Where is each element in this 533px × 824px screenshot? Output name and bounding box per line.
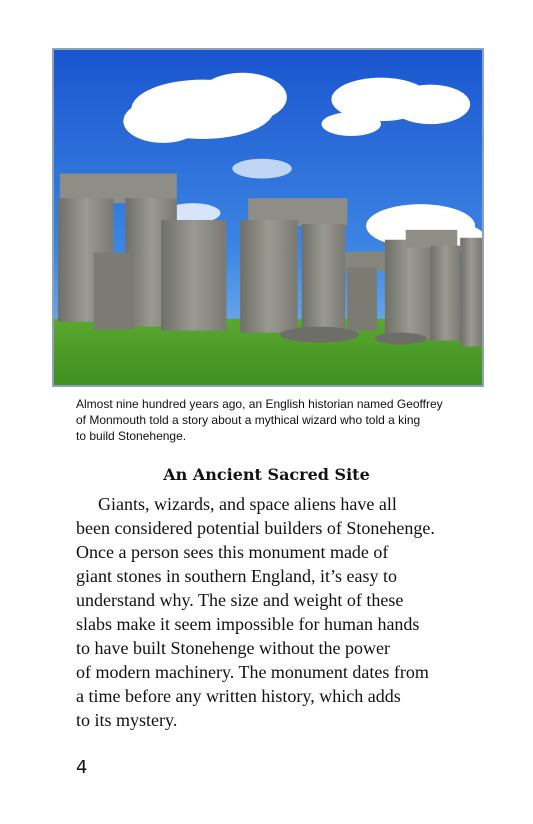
paragraph-line: understand why. The size and weight of these — [76, 590, 404, 610]
paragraph-line: Giants, wizards, and space aliens have all — [98, 494, 397, 514]
body-paragraph — [76, 492, 496, 732]
stonehenge-photo — [52, 48, 484, 387]
page-number: 4 — [76, 757, 88, 778]
paragraph-line: of modern machinery. The monument dates from — [76, 662, 429, 682]
photo-caption — [76, 396, 456, 444]
paragraph-line: to its mystery. — [76, 710, 178, 730]
paragraph-line: Once a person sees this monument made of — [76, 542, 389, 562]
paragraph-line: a time before any written history, which adds — [76, 686, 401, 706]
paragraph-line: giant stones in southern England, it’s easy to — [76, 566, 397, 586]
paragraph-line: slabs make it seem impossible for human hands — [76, 614, 420, 634]
caption-line: of Monmouth told a story about a mythical wizard who told a king — [76, 413, 421, 427]
caption-line: to build Stonehenge. — [76, 429, 187, 443]
stonehenge-illustration — [54, 50, 482, 385]
section-heading: An Ancient Sacred Site — [163, 465, 370, 484]
paragraph-line: been considered potential builders of Stonehenge. — [76, 518, 435, 538]
caption-line: Almost nine hundred years ago, an English historian named Geoffrey — [76, 397, 443, 411]
paragraph-line: to have built Stonehenge without the power — [76, 638, 390, 658]
